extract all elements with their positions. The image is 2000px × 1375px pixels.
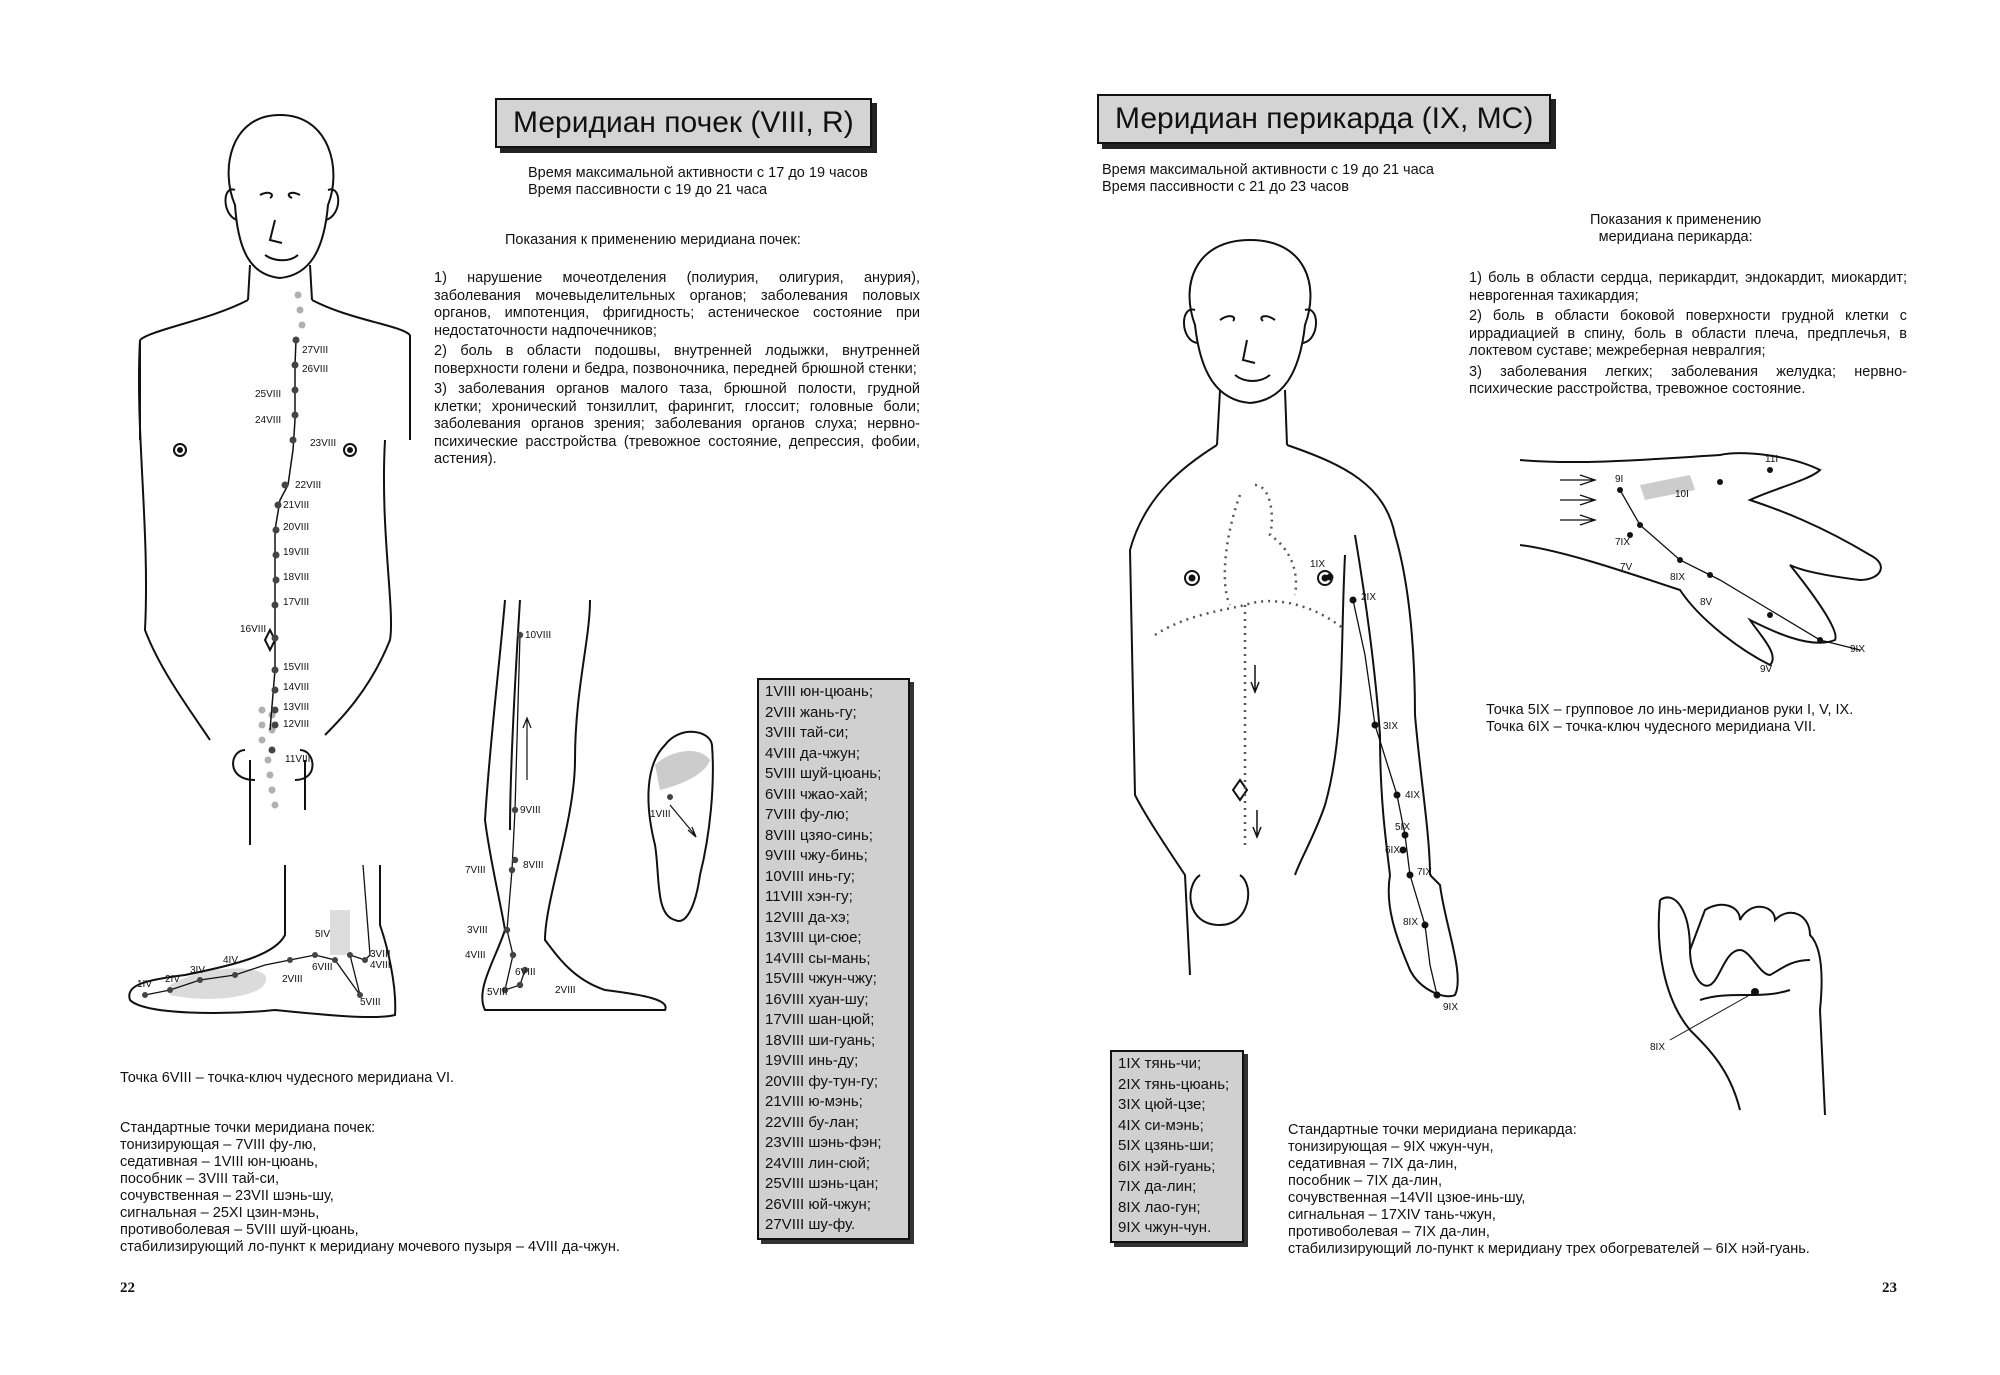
indications-list <box>434 270 920 472</box>
arm-label: 6IX <box>1385 845 1401 856</box>
head-outline <box>229 115 334 278</box>
standard-point: сочувственная –14VII цзюе-инь-шу, <box>1288 1190 1526 1206</box>
standard-points-title: Стандартные точки меридиана перикарда: <box>1288 1122 1577 1138</box>
list-item: 21VIII ю-мэнь; <box>765 1093 863 1110</box>
list-item: 20VIII фу-тун-гу; <box>765 1072 878 1090</box>
hand-label: 10I <box>1675 489 1689 500</box>
standard-point: тонизирующая – 7VIII фу-лю, <box>120 1137 317 1153</box>
torso-figure <box>110 110 410 850</box>
foot-label: 5IV <box>315 929 331 940</box>
indications-title-line: меридиана перикарда: <box>1598 229 1753 245</box>
time-passive: Время пассивности с 19 до 21 часа <box>528 182 768 198</box>
foot-label: 6VIII <box>312 962 333 973</box>
list-item: 1VIII юн-цюань; <box>765 683 873 700</box>
indications-title-line: Показания к применению <box>1590 212 1762 228</box>
indication-item: 1) боль в области сердца, перикардит, эндокардит, миокардит; неврогенная тахикардия; <box>1469 270 1907 304</box>
standard-points <box>1288 1122 1810 1258</box>
list-item: 8IX лао-гун; <box>1118 1198 1201 1216</box>
indication-item: 2) боль в области боковой поверхности грудной клетки с иррадиацией в спину, боль в области плеча, предплечья, в локтевом суставе; межреберная невралгия; <box>1469 308 1907 359</box>
indication-item: 2) боль в области подошвы, внутренней лодыжки, внутренней поверхности голени и бедра, позвоночника, передней брюшной стенки; <box>434 343 920 377</box>
right-page <box>1000 0 2000 1375</box>
foot-label: 2IV <box>165 974 181 985</box>
list-item: 4VIII да-чжун; <box>765 744 861 762</box>
groin <box>250 760 305 845</box>
list-item: 10VIII инь-гу; <box>765 867 855 885</box>
fist-figure <box>1650 890 1830 1120</box>
arm-label: 9IX <box>1443 1002 1459 1013</box>
note-line: Точка 6IX – точка-ключ чудесного меридиана VII. <box>1486 719 1817 735</box>
arm-label: 4IX <box>1405 790 1421 801</box>
foot-side-figure <box>125 865 405 1025</box>
hand-label: 11I <box>1765 454 1779 465</box>
hand-label: 8IX <box>1670 572 1686 583</box>
list-item: 3IX цюй-цзе; <box>1118 1096 1206 1113</box>
hand-label: 7V <box>1620 562 1633 573</box>
arm-label: 1IX <box>1310 559 1326 570</box>
list-item: 26VIII юй-чжун; <box>765 1195 871 1213</box>
hand-label: 9I <box>1615 474 1624 485</box>
points-list <box>757 678 910 1240</box>
standard-points-title: Стандартные точки меридиана почек: <box>120 1120 376 1136</box>
torso-label: 26VIII <box>302 364 329 375</box>
foot-label: 3VIII <box>370 949 391 960</box>
sole-figure <box>640 725 720 925</box>
indications-title: Показания к применению меридиана почек: <box>505 232 801 248</box>
standard-point: тонизирующая – 9IX чжун-чун, <box>1288 1139 1494 1155</box>
foot-label: 3IV <box>190 965 206 976</box>
leg-label: 4VIII <box>465 950 486 961</box>
foot-label: 2VIII <box>282 974 303 985</box>
shoulders <box>140 300 410 340</box>
indications-title <box>1590 212 1761 246</box>
points-list <box>1110 1050 1244 1243</box>
list-item: 11VIII хэн-гу; <box>765 888 853 905</box>
leg-label: 8VIII <box>523 860 544 871</box>
page-number: 23 <box>1882 1280 1897 1296</box>
torso-label: 12VIII <box>283 719 310 730</box>
standard-point: сочувственная – 23VII шэнь-шу, <box>120 1188 334 1204</box>
list-item: 9IX чжун-чун. <box>1118 1219 1212 1236</box>
torso-label: 11VIII <box>285 754 311 765</box>
leg-label: 3VIII <box>467 925 488 936</box>
hand-figure <box>1520 450 1900 675</box>
standard-point: сигнальная – 17XIV тань-чжун, <box>1288 1207 1496 1223</box>
key-point-note: Точка 6VIII – точка-ключ чудесного меридиана VI. <box>120 1070 455 1086</box>
list-item: 2VIII жань-гу; <box>765 703 857 721</box>
activity-times <box>528 165 868 199</box>
torso-label: 15VIII <box>283 662 310 673</box>
time-active: Время максимальной активности с 19 до 21 часа <box>1102 162 1434 178</box>
torso-label: 17VIII <box>283 597 310 608</box>
torso-label: 13VIII <box>283 702 310 713</box>
hand-label: 9V <box>1760 664 1773 675</box>
hand-label: 8V <box>1700 597 1713 608</box>
standard-point: противоболевая – 5VIII шуй-цюань, <box>120 1222 359 1238</box>
list-item: 6IX нэй-гуань; <box>1118 1157 1216 1175</box>
hand-label: 7IX <box>1615 537 1631 548</box>
indication-item: 1) нарушение мочеотделения (полиурия, олигурия, анурия), заболевания мочевыделительных органов; заболевания половых органов, импотенция, фригидность; астеническое состояние при недостаточности надпочечников; <box>434 270 920 339</box>
standard-point: стабилизирующий ло-пункт к меридиану трех обогревателей – 6IX нэй-гуань. <box>1288 1241 1810 1257</box>
leg-label: 7VIII <box>465 865 486 876</box>
list-item: 19VIII инь-ду; <box>765 1052 859 1069</box>
arm-label: 7IX <box>1417 867 1433 878</box>
foot-label: 5VIII <box>360 997 381 1008</box>
arm-label: 8IX <box>1403 917 1419 928</box>
list-item: 14VIII сы-мань; <box>765 949 871 967</box>
list-item: 4IX си-мэнь; <box>1118 1116 1204 1134</box>
leg-label: 10VIII <box>525 630 552 641</box>
indication-item: 3) заболевания легких; заболевания желудка; нервно-психические расстройства, тревожное состояние. <box>1469 363 1907 397</box>
standard-point: пособник – 7IX да-лин, <box>1288 1173 1443 1189</box>
foot-label: 4IV <box>223 955 239 966</box>
arm-label: 3IX <box>1383 721 1399 732</box>
torso-right-side <box>325 440 391 735</box>
indication-item: 3) заболевания органов малого таза, брюшной полости, грудной клетки; хронический тонзиллит, фарингит, глоссит; головные боли; заболевания органов зрения; заболевания органов слуха; нервно-психические расстройства (тревожное состояние, депрессия, фобии, астения). <box>434 381 920 467</box>
page-title: Меридиан почек (VIII, R) <box>495 98 872 148</box>
leg-label: 5VIII <box>487 987 508 998</box>
torso-label: 25VIII <box>255 389 282 400</box>
torso-label: 27VIII <box>302 345 329 356</box>
standard-point: противоболевая – 7IX да-лин, <box>1288 1224 1490 1240</box>
activity-times <box>1102 162 1434 196</box>
list-item: 18VIII ши-гуань; <box>765 1031 876 1049</box>
notes <box>1486 702 1853 736</box>
list-item: 15VIII чжун-чжу; <box>765 970 877 987</box>
arm-label: 5IX <box>1395 822 1411 833</box>
list-item: 3VIII тай-си; <box>765 724 849 741</box>
standard-points <box>120 1120 620 1256</box>
torso-label: 14VIII <box>283 682 310 693</box>
list-item: 9VIII чжу-бинь; <box>765 847 868 864</box>
list-item: 22VIII бу-лан; <box>765 1113 859 1131</box>
list-item: 6VIII чжао-хай; <box>765 785 868 803</box>
list-item: 1IX тянь-чи; <box>1118 1055 1202 1072</box>
list-item: 7IX да-лин; <box>1118 1178 1197 1195</box>
leg-label: 6VIII <box>515 967 536 978</box>
torso-label: 24VIII <box>255 415 282 426</box>
torso-label: 22VIII <box>295 480 322 491</box>
page-title: Меридиан перикарда (IX, МС) <box>1097 94 1551 144</box>
leg-label: 9VIII <box>520 805 541 816</box>
list-item: 17VIII шан-цюй; <box>765 1011 875 1028</box>
standard-point: стабилизирующий ло-пункт к меридиану мочевого пузыря – 4VIII да-чжун. <box>120 1239 620 1255</box>
standard-point: сигнальная – 25XI цзин-мэнь, <box>120 1205 320 1221</box>
standard-point: седативная – 7IX да-лин, <box>1288 1156 1458 1172</box>
list-item: 5IX цзянь-ши; <box>1118 1137 1214 1154</box>
note-line: Точка 5IX – групповое ло инь-меридианов руки I, V, IX. <box>1486 702 1854 718</box>
list-item: 24VIII лин-сюй; <box>765 1154 871 1172</box>
torso-left-side <box>139 340 210 740</box>
foot-label: 4VIII <box>370 960 391 971</box>
fist-label: 8IX <box>1650 1042 1666 1053</box>
torso-label: 18VIII <box>283 572 310 583</box>
list-item: 16VIII хуан-шу; <box>765 990 869 1008</box>
list-item: 2IX тянь-цюань; <box>1118 1075 1230 1093</box>
standard-point: пособник – 3VIII тай-си, <box>120 1171 279 1187</box>
torso-label: 19VIII <box>283 547 310 558</box>
torso-label: 23VIII <box>310 438 337 449</box>
list-item: 7VIII фу-лю; <box>765 806 849 823</box>
list-item: 12VIII да-хэ; <box>765 908 850 926</box>
leg-label: 2VIII <box>555 985 576 996</box>
hand-label: 9IX <box>1850 644 1866 655</box>
page-number: 22 <box>120 1280 135 1296</box>
torso-label: 20VIII <box>283 522 310 533</box>
torso-label: 21VIII <box>283 500 310 511</box>
time-passive: Время пассивности с 21 до 23 часов <box>1102 179 1349 195</box>
foot-label: 1IV <box>137 979 153 990</box>
time-active: Время максимальной активности с 17 до 19 часов <box>528 165 868 181</box>
list-item: 8VIII цзяо-синь; <box>765 826 873 844</box>
sole-label: 1VIII <box>650 809 671 820</box>
list-item: 5VIII шуй-цюань; <box>765 765 882 782</box>
list-item: 13VIII ци-сюе; <box>765 929 862 946</box>
standard-point: седативная – 1VIII юн-цюань, <box>120 1154 319 1170</box>
list-item: 25VIII шэнь-цан; <box>765 1175 879 1192</box>
list-item: 27VIII шу-фу. <box>765 1216 856 1233</box>
torso-label: 16VIII <box>240 624 267 635</box>
arm-label: 2IX <box>1361 592 1377 603</box>
list-item: 23VIII шэнь-фэн; <box>765 1134 882 1151</box>
